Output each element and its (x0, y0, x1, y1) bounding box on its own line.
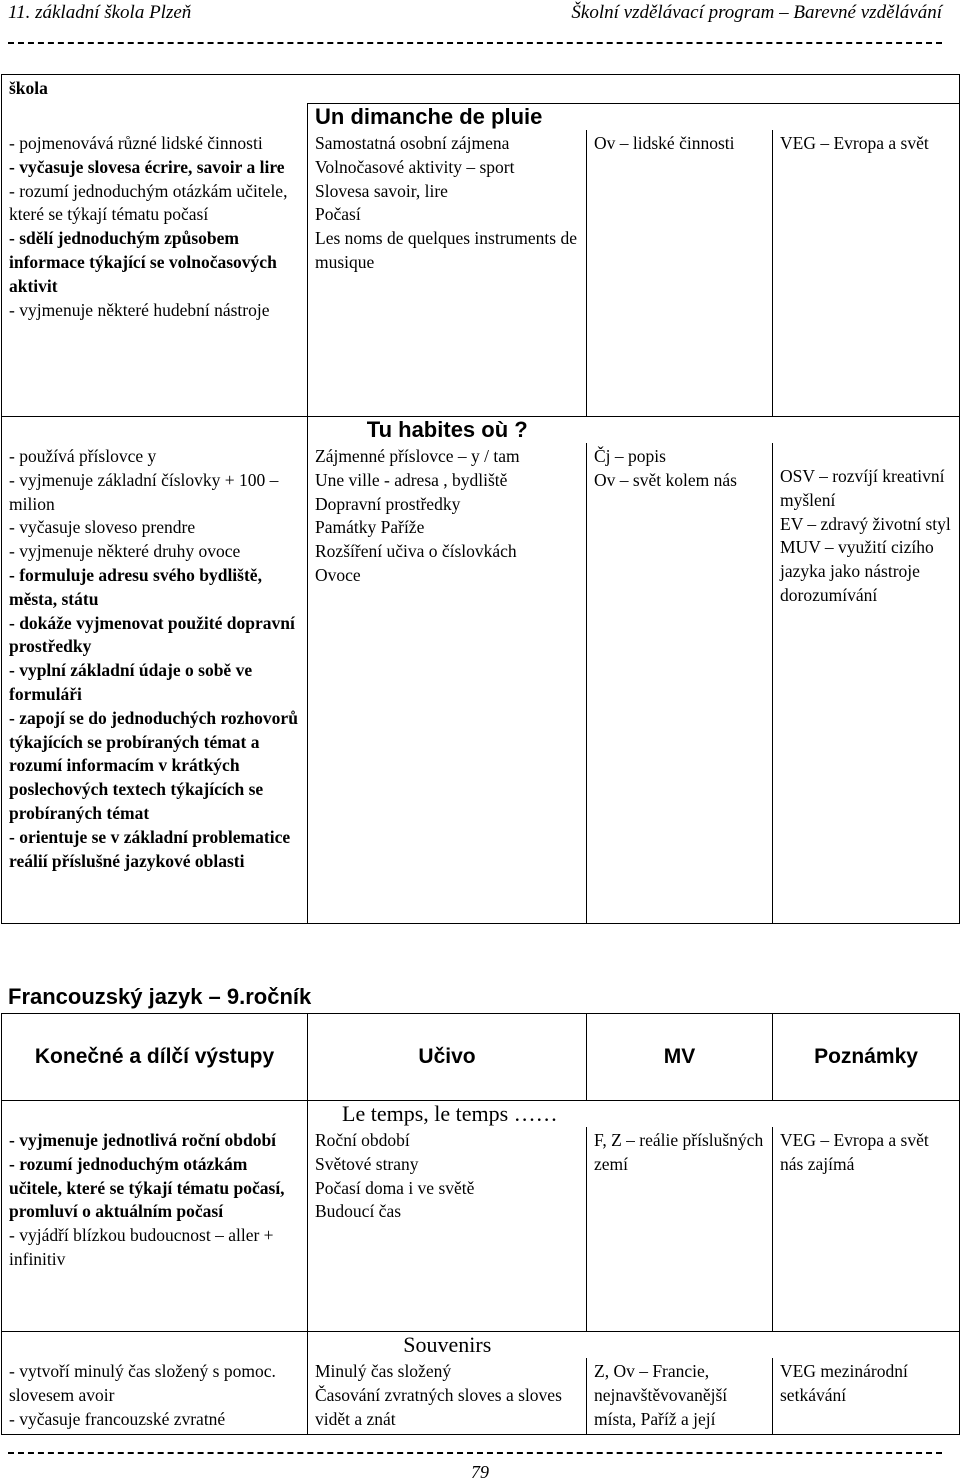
grade-heading: Francouzský jazyk – 9.ročník (8, 984, 312, 1009)
outcome-item: - vyjmenuje některé hudební nástroje (9, 299, 270, 320)
content-item: Budoucí čas (315, 1201, 402, 1222)
col-header-notes: Poznámky (773, 1014, 960, 1101)
notes-cell (773, 130, 960, 417)
header-program: Školní vzdělávací program – Barevné vzdělávání (571, 2, 942, 23)
content-item: Zájmenné příslovce – y / tam (315, 446, 520, 466)
footer-divider (8, 1452, 942, 1454)
content-item: Les noms de quelques instruments de musique (315, 228, 577, 272)
col-header-content: Učivo (308, 1014, 587, 1101)
outcome-item: - vyjmenuje základní číslovky + 100 – milion (9, 469, 279, 514)
content-item: Minulý čas složený (315, 1361, 452, 1381)
content-item: Roční období (315, 1130, 410, 1150)
mv-item: F, Z – reálie příslušných zemí (594, 1130, 764, 1174)
content-item: Památky Paříže (315, 517, 425, 538)
outcome-item: - orientuje se v základní problematice reálií příslušné jazykové oblasti (9, 826, 291, 871)
header-school: 11. základní škola Plzeň (8, 2, 192, 23)
content-item: Časování zvratných sloves a sloves vidět a znát (315, 1384, 562, 1429)
outcome-item: - vyjádří blízkou budoucnost – aller + infinitiv (9, 1225, 274, 1269)
outcome-item: - vyčasuje sloveso prendre (9, 517, 196, 538)
content-item: Rozšíření učiva o číslovkách (315, 541, 517, 562)
outcome-item: - vytvoří minulý čas složený s pomoc. slovesem avoir (9, 1361, 276, 1405)
content-item: Slovesa savoir, lire (315, 180, 448, 201)
outcome-item: - vyjmenuje některé druhy ovoce (9, 541, 241, 562)
outcome-item: - používá příslovce y (9, 446, 157, 466)
outcome-item: - vyčasuje slovesa écrire, savoir a lire (9, 156, 285, 177)
content-item: Volnočasové aktivity – sport (315, 156, 515, 177)
note-item: VEG mezinárodní setkávání (780, 1361, 908, 1405)
content-item: Dopravní prostředky (315, 493, 461, 514)
outcome-item: - pojmenovává různé lidské činnosti (9, 133, 263, 153)
outcome-item: - sdělí jednoduchým způsobem informace týkající se volnočasových aktivit (9, 228, 277, 296)
content-item: Ovoce (315, 564, 361, 585)
outcome-item: - rozumí jednoduchým otázkám učitele, které se týkají tématu počasí (9, 180, 288, 225)
section-title: Le temps, le temps …… (308, 1101, 960, 1128)
header-divider (8, 42, 942, 44)
section-title: Tu habites où ? (308, 417, 587, 444)
outcomes-cell (2, 1127, 308, 1332)
section-title: Un dimanche de pluie (308, 104, 960, 131)
col-header-mv: MV (587, 1014, 773, 1101)
mv-cell (587, 1358, 773, 1435)
content-cell (308, 1127, 587, 1332)
page-number: 79 (471, 1462, 489, 1482)
outcomes-cell (2, 130, 308, 417)
note-item: VEG – Evropa a svět (780, 133, 929, 153)
outcome-item: - vyplní základní údaje o sobě ve formuláři (9, 660, 253, 704)
note-item: VEG – Evropa a svět nás zajímá (780, 1130, 929, 1174)
outcome-item: - formuluje adresu svého bydliště, města, státu (9, 564, 262, 609)
mv-cell (587, 130, 773, 417)
outcome-item: - vyčasuje francouzské zvratné (9, 1408, 226, 1429)
mv-item: Ov – svět kolem nás (594, 469, 737, 490)
outcome-item: - rozumí jednoduchým otázkám učitele, které se týkají tématu počasí, promluví o aktuálním počasí (9, 1153, 285, 1222)
outcome-item: - dokáže vyjmenovat použité dopravní prostředky (9, 612, 295, 657)
content-item: Une ville - adresa , bydliště (315, 469, 508, 490)
mv-item: Z, Ov – Francie, nejnavštěvovanější místa, Paříž a její (594, 1361, 728, 1429)
column-header-table (1, 1013, 960, 1101)
content-item: Světové strany (315, 1153, 419, 1174)
section-title: Souvenirs (308, 1332, 587, 1359)
notes-cell (773, 1358, 960, 1435)
content-cell (308, 443, 587, 924)
outcome-item: - vyjmenuje jednotlivá roční období (9, 1130, 277, 1150)
curriculum-table-9 (1, 1100, 960, 1435)
mv-cell (587, 1127, 773, 1332)
outcomes-cell (2, 1358, 308, 1435)
note-item: OSV – rozvíjí kreativní myšlení (780, 466, 945, 510)
note-item: MUV – využití cizího jazyka jako nástroje dorozumívání (780, 537, 934, 605)
outcome-item: - zapojí se do jednoduchých rozhovorů týkajících se probíraných témat a rozumí informacím v krátkých poslechových textech týkajících se probíraných témat (9, 707, 298, 823)
notes-cell (773, 443, 960, 924)
outcomes-cell (2, 443, 308, 924)
notes-cell (773, 1127, 960, 1332)
mv-item: Ov – lidské činnosti (594, 133, 735, 153)
mv-item: Čj – popis (594, 446, 666, 466)
content-item: Počasí doma i ve světě (315, 1177, 475, 1198)
mv-cell (587, 443, 773, 924)
content-cell (308, 130, 587, 417)
curriculum-table-8 (1, 74, 960, 924)
content-item: Počasí (315, 204, 361, 225)
note-item: EV – zdravý životní styl (780, 513, 951, 534)
col-header-outcomes: Konečné a dílčí výstupy (2, 1014, 308, 1101)
page-header (8, 2, 942, 30)
content-item: Samostatná osobní zájmena (315, 133, 510, 153)
content-cell (308, 1358, 587, 1435)
continued-row: škola (2, 75, 960, 104)
